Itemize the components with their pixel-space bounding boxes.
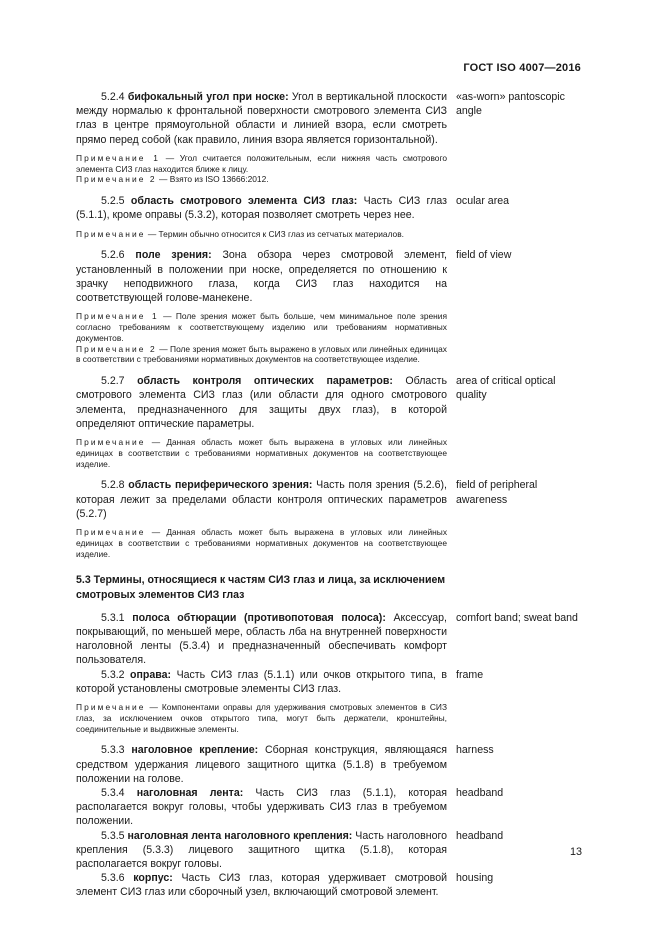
term-definition	[76, 611, 447, 668]
term-text: Часть наголовного крепления (5.3.3) лицевого защитного щитка (5.1.8), которая располагается вокруг головы.	[76, 829, 447, 871]
term-text: Угол в вертикальной плоскости между нормалью к фронтальной поверхности смотрового элемента СИЗ глаз в центре прямоугольной области и линией взора, если смотреть прямо перед собой (как правило, линия взора является горизонтальной).	[76, 91, 447, 146]
term-english: field of view	[456, 249, 512, 262]
term-number: 5.3.5	[101, 829, 125, 842]
term-number: 5.3.1	[101, 611, 125, 624]
note-text: — Поле зрения может быть больше, чем минимальное поле зрения согласно требованиям к соответствующему изделию или требованиям нормативных документов.	[76, 311, 447, 343]
note-text: — Данная область может быть выражена в угловых или линейных единицах в соответствии с требованиями нормативных документов на соответствующее изделие.	[76, 437, 448, 469]
term-definition	[76, 786, 447, 829]
note	[76, 174, 447, 185]
note-label: Примечание	[76, 437, 146, 448]
term-number: 5.2.8	[101, 479, 125, 492]
term-definition	[76, 829, 447, 872]
term-number: 5.2.4	[101, 91, 125, 103]
term-text: Часть СИЗ глаз, которая удерживает смотровой элемент СИЗ глаз или сборочный узел, включающий смотровой элемент.	[76, 872, 448, 899]
term-name: оправа:	[130, 668, 172, 681]
term-english: ocular area	[456, 195, 509, 208]
term-name: наголовное крепление:	[131, 744, 259, 757]
note-text: — Термин обычно относится к СИЗ глаз из сетчатых материалов.	[147, 228, 404, 239]
note-label: Примечание	[76, 228, 146, 239]
term-english: «as-worn» pantoscopic angle	[456, 91, 565, 118]
note-label: Примечание 2	[76, 174, 157, 185]
term-entry-5-2-8	[76, 478, 584, 521]
term-number: 5.2.5	[101, 195, 125, 208]
term-definition	[76, 194, 447, 222]
term-name: область периферического зрения:	[128, 479, 313, 492]
term-english: comfort band; sweat band	[456, 611, 578, 624]
term-number: 5.2.7	[101, 375, 125, 388]
term-entry-5-2-6	[76, 248, 584, 305]
term-text: Часть СИЗ глаз (5.1.1) или очков открытого типа, в которой установлены смотровые элементы СИЗ глаз.	[76, 668, 447, 695]
note-text: — Поле зрения может быть выражено в угловых или линейных единицах в соответствии с требованиями нормативных документов на соответствующее изделие.	[76, 343, 447, 365]
term-entry-5-3-5	[76, 829, 584, 872]
term-english: harness	[456, 744, 494, 757]
term-name: область смотрового элемента СИЗ глаз:	[130, 195, 358, 208]
document-body	[76, 90, 584, 900]
term-english: headband	[456, 829, 504, 842]
note	[76, 527, 447, 559]
note-label: Примечание 2	[76, 343, 157, 354]
note-text: — Угол считается положительным, если нижняя часть смотрового элемента СИЗ глаз находится ближе к лицу.	[76, 152, 447, 174]
section-heading: 5.3 Термины, относящиеся к частям СИЗ глаз и лица, за исключением смотровых элементов СИЗ глаз	[76, 574, 446, 601]
note-text: — Компонентами оправы для удерживания смотровых элементов в СИЗ глаз, за исключением очков открытого типа, могут быть держатели, кронштейны, соединительные и выдвижные элементы.	[76, 702, 448, 734]
term-number: 5.2.6	[101, 249, 125, 262]
term-name: корпус:	[133, 872, 173, 885]
term-number: 5.3.4	[101, 787, 125, 800]
term-definition	[76, 743, 447, 786]
term-definition	[76, 871, 447, 899]
note-label: Примечание	[76, 702, 146, 713]
term-text: Часть СИЗ глаз (5.1.1), кроме оправы (5.3.2), которая позволяет смотреть через нее.	[76, 195, 447, 222]
term-name: наголовная лента наголовного крепления:	[127, 829, 353, 842]
term-number: 5.3.2	[101, 668, 125, 681]
term-entry-5-3-3	[76, 743, 584, 786]
term-name: поле зрения:	[135, 249, 212, 262]
term-entry-5-3-6	[76, 871, 584, 899]
document-header: ГОСТ ISO 4007—2016	[463, 62, 581, 74]
term-english: headband	[456, 787, 504, 800]
term-number: 5.3.6	[101, 872, 125, 885]
term-name: наголовная лента:	[136, 787, 244, 800]
note-text: — Взято из ISO 13666:2012.	[159, 174, 269, 185]
term-text: Область смотрового элемента СИЗ глаз (или области для одного смотрового элемента, предназначенного для защиты двух глаз), в которой определяют оптические параметры.	[76, 375, 447, 430]
term-english: field of peripheral awareness	[456, 479, 538, 506]
term-entry-5-3-4	[76, 786, 584, 829]
term-entry-5-2-5	[76, 194, 584, 222]
note	[76, 437, 447, 469]
note-label: Примечание 1	[76, 311, 159, 322]
term-entry-5-2-7	[76, 374, 584, 431]
term-definition	[76, 90, 447, 147]
term-definition	[76, 248, 447, 305]
term-number: 5.3.3	[101, 744, 125, 757]
term-definition	[76, 374, 447, 431]
term-text: Часть СИЗ глаз (5.1.1), которая располагается вокруг головы, чтобы удерживать СИЗ глаз в требуемом положении.	[76, 787, 447, 828]
term-entry-5-3-1	[76, 611, 584, 668]
note	[76, 311, 447, 343]
term-definition	[76, 478, 447, 521]
term-english: frame	[456, 668, 484, 681]
term-name: область контроля оптических параметров:	[137, 375, 393, 388]
page-number: 13	[569, 846, 582, 858]
term-name: бифокальный угол при носке:	[127, 91, 289, 103]
note-label: Примечание 1	[76, 152, 161, 163]
term-text: Аксессуар, покрывающий, по меньшей мере, область лба на внутренней поверхности наголовной ленты (5.3.4) и предназначенный обеспечивать комфорт пользователя.	[76, 611, 447, 667]
note-text: — Данная область может быть выражена в угловых или линейных единицах в соответствии с требованиями нормативных документов на соответствующее изделие.	[76, 527, 448, 559]
term-entry-5-3-2	[76, 668, 584, 696]
note	[76, 153, 447, 175]
term-entry-5-2-4	[76, 90, 584, 147]
term-text: Сборная конструкция, являющаяся средством удержания лицевого защитного щитка (5.1.8) в требуемом положении на голове.	[76, 744, 447, 785]
note	[76, 344, 447, 366]
term-definition	[76, 668, 447, 696]
note-label: Примечание	[76, 527, 146, 538]
term-name: полоса обтюрации (противопотовая полоса):	[132, 611, 386, 624]
term-text: Зона обзора через смотровой элемент, установленный в положении при носке, определяется по отношению к зрачку неподвижного глаза, когда СИЗ глаз находится на соответствующей голове-манекене.	[76, 249, 447, 305]
note	[76, 229, 447, 240]
note	[76, 702, 447, 734]
term-text: Часть поля зрения (5.2.6), которая лежит за пределами области контроля оптических параметров (5.2.7)	[76, 479, 447, 520]
term-english: area of critical optical quality	[456, 375, 556, 402]
term-english: housing	[456, 872, 494, 885]
